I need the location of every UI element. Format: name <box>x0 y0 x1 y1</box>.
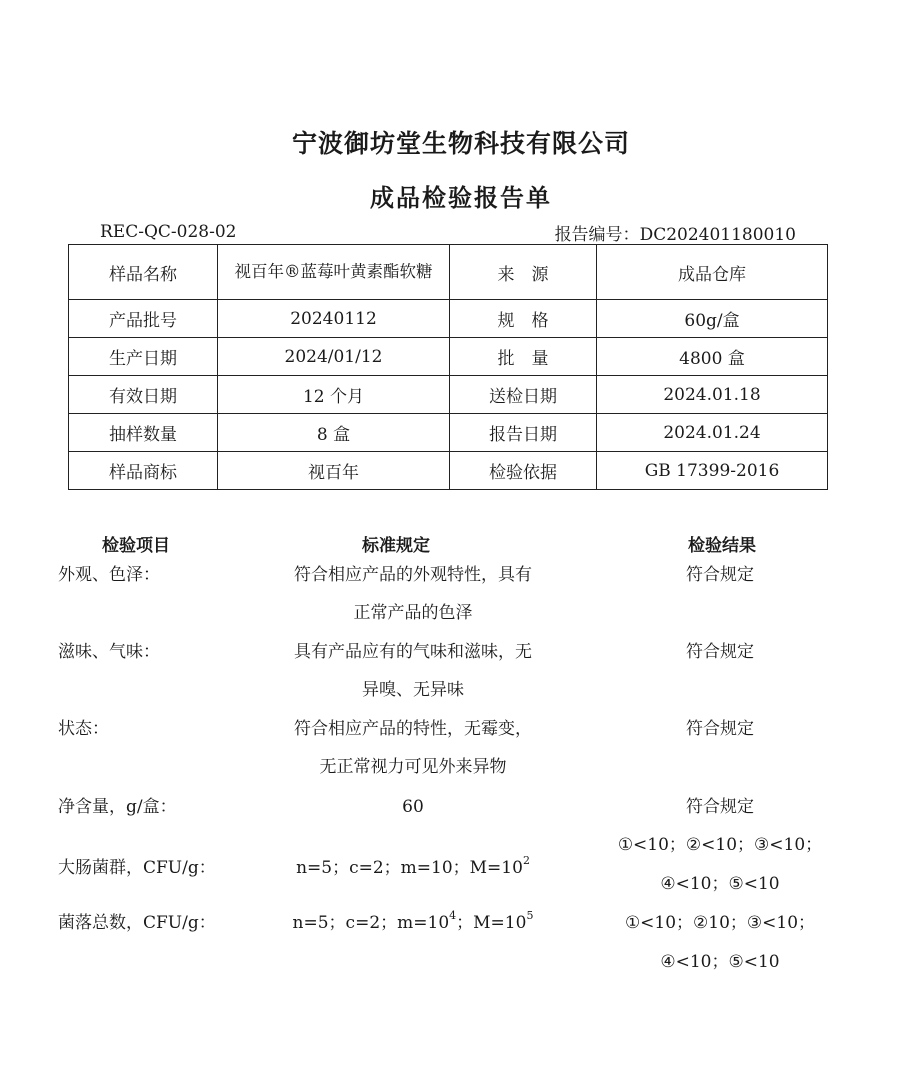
table-row <box>69 300 828 338</box>
field-value: GB 17399-2016 <box>597 452 828 490</box>
exponent: 5 <box>526 909 534 923</box>
test-standard: 符合相应产品的外观特性，具有 <box>294 565 532 585</box>
table-row <box>69 452 828 490</box>
field-value: 视百年 <box>218 452 450 490</box>
field-value: 20240112 <box>218 300 450 338</box>
field-value: 4800 盒 <box>597 338 828 376</box>
test-item: 滋味、气味： <box>58 642 160 662</box>
field-value: 2024.01.24 <box>597 414 828 452</box>
document-code: REC-QC-028-02 <box>100 222 237 242</box>
column-header-item: 检验项目 <box>102 536 170 556</box>
test-standard <box>268 849 558 887</box>
field-label: 样品名称 <box>69 245 218 300</box>
test-result-cont: ④<10；⑤<10 <box>660 952 780 972</box>
standard-text: ；M=10 <box>456 913 527 933</box>
table-row <box>69 414 828 452</box>
test-standard-cont: 正常产品的色泽 <box>353 603 473 623</box>
field-value: 成品仓库 <box>597 245 828 300</box>
field-label: 规 格 <box>450 300 597 338</box>
test-standard: 符合相应产品的特性，无霉变， <box>294 719 532 739</box>
exponent: 4 <box>449 909 457 923</box>
standard-text: n=5；c=2；m=10 <box>292 913 450 933</box>
field-label: 报告日期 <box>450 414 597 452</box>
field-value: 视百年®蓝莓叶黄素酯软糖 <box>218 245 450 300</box>
sample-info-table <box>68 244 828 490</box>
exponent: 2 <box>522 854 530 868</box>
field-label: 来 源 <box>450 245 597 300</box>
field-label: 产品批号 <box>69 300 218 338</box>
field-label: 有效日期 <box>69 376 218 414</box>
test-item: 净含量，g/盒： <box>58 797 177 817</box>
table-row <box>69 338 828 376</box>
test-item: 外观、色泽： <box>58 565 160 585</box>
test-item: 状态： <box>58 719 109 739</box>
report-number <box>555 220 796 245</box>
field-label: 批 量 <box>450 338 597 376</box>
test-result: 符合规定 <box>686 565 754 585</box>
field-label: 检验依据 <box>450 452 597 490</box>
test-item: 大肠菌群，CFU/g： <box>58 858 216 878</box>
field-value: 60g/盒 <box>597 300 828 338</box>
column-header-result: 检验结果 <box>688 536 756 556</box>
test-result: 符合规定 <box>686 719 754 739</box>
report-title: 成品检验报告单 <box>370 184 552 212</box>
table-row <box>69 376 828 414</box>
field-value: 2024.01.18 <box>597 376 828 414</box>
test-result: ①<10；②10；③<10； <box>624 913 816 933</box>
test-result: ①<10；②<10；③<10； <box>617 835 823 855</box>
field-value: 12 个月 <box>218 376 450 414</box>
test-result: 符合规定 <box>686 642 754 662</box>
test-standard-cont: 异嗅、无异味 <box>362 680 464 700</box>
standard-text: n=5；c=2；m=10；M=10 <box>296 858 523 878</box>
field-label: 抽样数量 <box>69 414 218 452</box>
field-label: 样品商标 <box>69 452 218 490</box>
field-value: 8 盒 <box>218 414 450 452</box>
column-header-standard: 标准规定 <box>362 536 430 556</box>
field-value: 2024/01/12 <box>218 338 450 376</box>
test-standard: 60 <box>402 797 424 817</box>
test-result-cont: ④<10；⑤<10 <box>660 874 780 894</box>
field-label: 送检日期 <box>450 376 597 414</box>
test-standard: 具有产品应有的气味和滋味，无 <box>294 642 532 662</box>
report-number-label: 报告编号： <box>554 225 640 245</box>
test-item: 菌落总数，CFU/g： <box>58 913 216 933</box>
field-label: 生产日期 <box>69 338 218 376</box>
test-result: 符合规定 <box>686 797 754 817</box>
test-standard <box>268 904 558 942</box>
company-name: 宁波御坊堂生物科技有限公司 <box>291 129 630 158</box>
report-number-value: DC202401180010 <box>639 225 796 245</box>
test-standard-cont: 无正常视力可见外来异物 <box>319 757 507 777</box>
table-row <box>69 245 828 300</box>
